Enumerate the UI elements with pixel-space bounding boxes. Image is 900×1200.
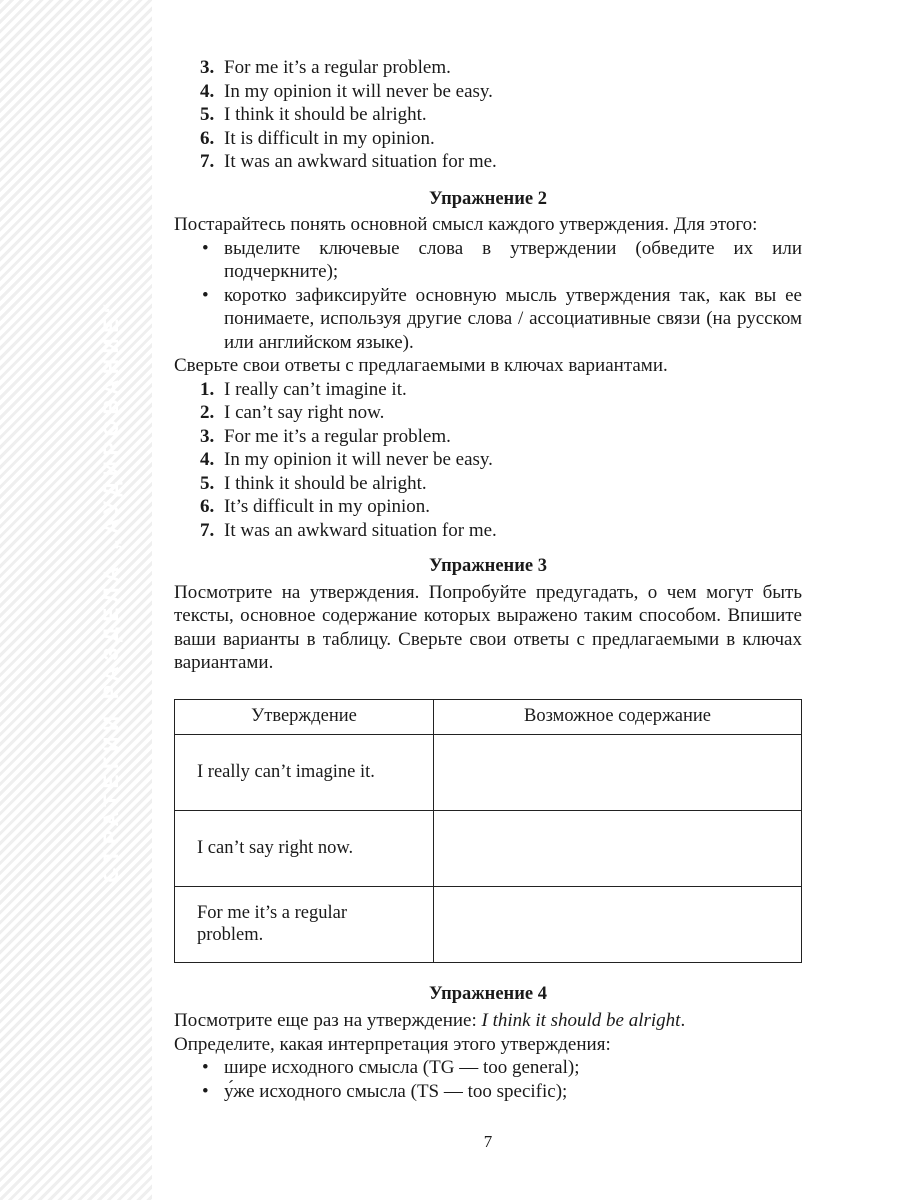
exercise-2-outro: Сверьте свои ответы с предлагаемыми в ключах вариантами. [174,355,668,376]
list-item: 3. For me it’s a regular problem. [200,425,451,447]
column-header-content: Возможное содержание [434,699,802,734]
table-header-row [175,699,802,734]
bullet-item: • выделите ключевые слова в утверждении (обведите их или подчеркните); [202,237,802,282]
list-item: 6. It is difficult in my opinion. [200,127,435,149]
page-content [174,56,802,1103]
exercise-4-heading: Упражнение 4 [429,983,547,1004]
exercise-3-intro: Посмотрите на утверждения. Попробуйте предугадать, о чем могут быть тексты, основное содержание которых выражено таким способом. Впишите ваши варианты в таблицу. Сверьте свои ответы с предлагаемыми в ключах вариантами. [174,581,802,673]
list-item: 4. In my opinion it will never be easy. [200,80,493,102]
column-header-statement: Утверждение [175,699,434,734]
table-row [175,810,802,886]
top-list [174,56,802,174]
exercise-2-intro: Постарайтесь понять основной смысл каждого утверждения. Для этого: [174,214,758,235]
list-item: 2. I can’t say right now. [200,402,385,423]
exercise-2-bullets [174,237,802,355]
exercise-2-list [174,378,802,543]
bullet-icon: • [202,237,209,259]
section-side-title: СТРАТЕГИИ РАЗДЕЛА „АУДИРОВАНИЕ“ [100,297,123,883]
answer-cell[interactable] [434,810,802,886]
page-number: 7 [483,1132,493,1151]
list-item: 4. In my opinion it will never be easy. [200,449,493,470]
list-item: 1. I really can’t imagine it. [200,378,407,400]
list-item: 6. It’s difficult in my opinion. [200,496,431,517]
bullet-item: • шире исходного смысла (TG — too general); [202,1057,580,1078]
list-item: 7. It was an awkward situation for me. [200,519,497,541]
exercise-3-heading: Упражнение 3 [429,556,547,576]
statement-cell: For me it’s a regular problem. [175,886,434,962]
statement-cell: I can’t say right now. [175,810,434,886]
bullet-item: • у́же исходного смысла (TS — too specific); [202,1080,568,1102]
side-band [0,0,152,1200]
list-item: 3. For me it’s a regular problem. [200,57,451,78]
bullet-icon: • [202,284,209,306]
exercise-4-line2: Определите, какая интерпретация этого утверждения: [174,1033,611,1055]
answer-cell[interactable] [434,886,802,962]
exercise-2-heading: Упражнение 2 [429,188,547,209]
bullet-item: • коротко зафиксируйте основную мысль утверждения так, как вы ее понимаете, используя другие слова / ассоциативные связи (на русском или английском языке). [202,284,802,353]
bullet-icon: • [202,1080,209,1102]
table-row [175,734,802,810]
exercise-4-bullets [174,1056,802,1103]
statement-cell: I really can’t imagine it. [175,734,434,810]
bullet-icon: • [202,1057,209,1078]
list-item: 5. I think it should be alright. [200,472,427,494]
list-item: 7. It was an awkward situation for me. [200,151,497,172]
list-item: 5. I think it should be alright. [200,104,427,125]
exercise-4-intro: Посмотрите еще раз на утверждение: I think it should be alright. [174,1010,686,1031]
table-row [175,886,802,962]
exercise-3-table [174,699,802,963]
answer-cell[interactable] [434,734,802,810]
